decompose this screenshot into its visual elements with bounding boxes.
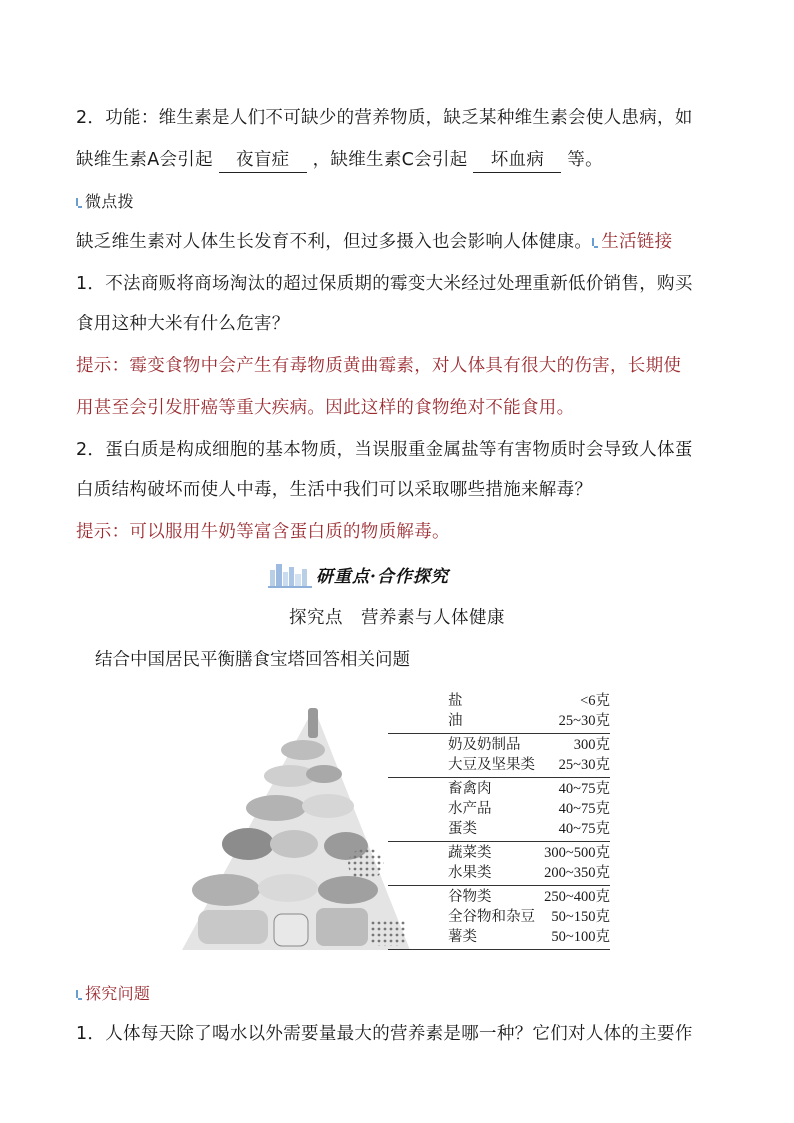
answer-blank-scurvy: 坏血病 — [473, 148, 561, 173]
vitamin-function-line2 — [76, 148, 603, 173]
section-banner — [268, 560, 480, 590]
pagoda-level-dairy-soy — [388, 734, 610, 778]
table-row — [388, 799, 610, 819]
food-name: 蔬菜类 — [448, 845, 492, 861]
food-amount: 300克 — [573, 737, 610, 753]
food-name: 水果类 — [448, 865, 492, 881]
life-link-label: 生活链接 — [601, 232, 673, 252]
food-name: 薯类 — [448, 929, 477, 945]
explore-label: 探究问题 — [85, 984, 151, 1003]
table-row — [388, 819, 610, 839]
food-amount: 50~100克 — [551, 929, 610, 945]
q2-line2: 白质结构破坏而使人中毒，生活中我们可以采取哪些措施来解毒？ — [76, 480, 593, 500]
q1-line2: 食用这种大米有什么危害？ — [76, 314, 290, 334]
table-row — [388, 711, 610, 731]
food-name: 蛋类 — [448, 821, 477, 837]
food-amount: <6克 — [580, 693, 610, 709]
table-row — [388, 735, 610, 755]
line2-post: 等。 — [567, 150, 603, 170]
pagoda-level-oil-salt — [388, 690, 610, 734]
pagoda-level-meat-fish-egg — [388, 778, 610, 842]
food-name: 盐 — [448, 693, 463, 709]
banner-title: 研重点·合作探究 — [316, 567, 449, 587]
tip-line — [76, 230, 672, 254]
food-name: 谷物类 — [448, 889, 492, 905]
table-row — [388, 907, 610, 927]
pagoda-level-veg-fruit — [388, 842, 610, 886]
pagoda-level-grains — [388, 886, 610, 950]
food-amount: 40~75克 — [558, 781, 610, 797]
table-row — [388, 755, 610, 775]
food-pyramid-illustration — [178, 704, 414, 954]
food-amount: 200~350克 — [544, 865, 610, 881]
tip-label: 微点拨 — [85, 192, 134, 211]
vitamin-function-line1: 2．功能：维生素是人们不可缺少的营养物质，缺乏某种维生素会使人患病，如 — [76, 108, 693, 128]
food-amount: 50~150克 — [551, 909, 610, 925]
tip-heading — [76, 190, 134, 214]
food-amount: 25~30克 — [558, 757, 610, 773]
food-name: 水产品 — [448, 801, 492, 817]
food-amount: 40~75克 — [558, 821, 610, 837]
table-row — [388, 927, 610, 947]
table-row — [388, 691, 610, 711]
q2-line1: 2．蛋白质是构成细胞的基本物质，当误服重金属盐等有害物质时会导致人体蛋 — [76, 440, 693, 460]
food-name: 大豆及坚果类 — [448, 757, 535, 773]
bookmark-icon — [76, 990, 82, 1000]
line2-mid: ，缺维生素C会引起 — [312, 150, 468, 170]
food-pagoda-table — [388, 690, 610, 950]
section-title: 探究点 营养素与人体健康 — [289, 608, 505, 628]
q3-line1: 1．人体每天除了喝水以外需要量最大的营养素是哪一种？它们对人体的主要作 — [76, 1024, 693, 1044]
tip-text: 缺乏维生素对人体生长发育不利，但过多摄入也会影响人体健康。 — [76, 232, 593, 252]
answer-blank-night-blindness: 夜盲症 — [219, 148, 307, 173]
explore-heading — [76, 982, 150, 1006]
food-amount: 25~30克 — [558, 713, 610, 729]
city-skyline-icon — [268, 560, 312, 588]
food-amount: 300~500克 — [544, 845, 610, 861]
q2-hint: 提示：可以服用牛奶等富含蛋白质的物质解毒。 — [76, 522, 450, 542]
table-row — [388, 779, 610, 799]
table-row — [388, 843, 610, 863]
intro-text: 结合中国居民平衡膳食宝塔回答相关问题 — [95, 650, 410, 670]
food-name: 奶及奶制品 — [448, 737, 521, 753]
food-name: 油 — [448, 713, 463, 729]
food-amount: 40~75克 — [558, 801, 610, 817]
table-row — [388, 863, 610, 883]
line2-pre: 缺维生素A会引起 — [76, 150, 213, 170]
food-name: 全谷物和杂豆 — [448, 909, 535, 925]
food-name: 畜禽肉 — [448, 781, 492, 797]
bookmark-icon — [76, 198, 82, 208]
food-amount: 250~400克 — [544, 889, 610, 905]
bookmark-icon — [592, 238, 598, 248]
q1-line1: 1．不法商贩将商场淘汰的超过保质期的霉变大米经过处理重新低价销售，购买 — [76, 274, 693, 294]
q1-hint-line1: 提示：霉变食物中会产生有毒物质黄曲霉素，对人体具有很大的伤害，长期使 — [76, 356, 682, 376]
table-row — [388, 887, 610, 907]
q1-hint-line2: 用甚至会引发肝癌等重大疾病。因此这样的食物绝对不能食用。 — [76, 398, 575, 418]
